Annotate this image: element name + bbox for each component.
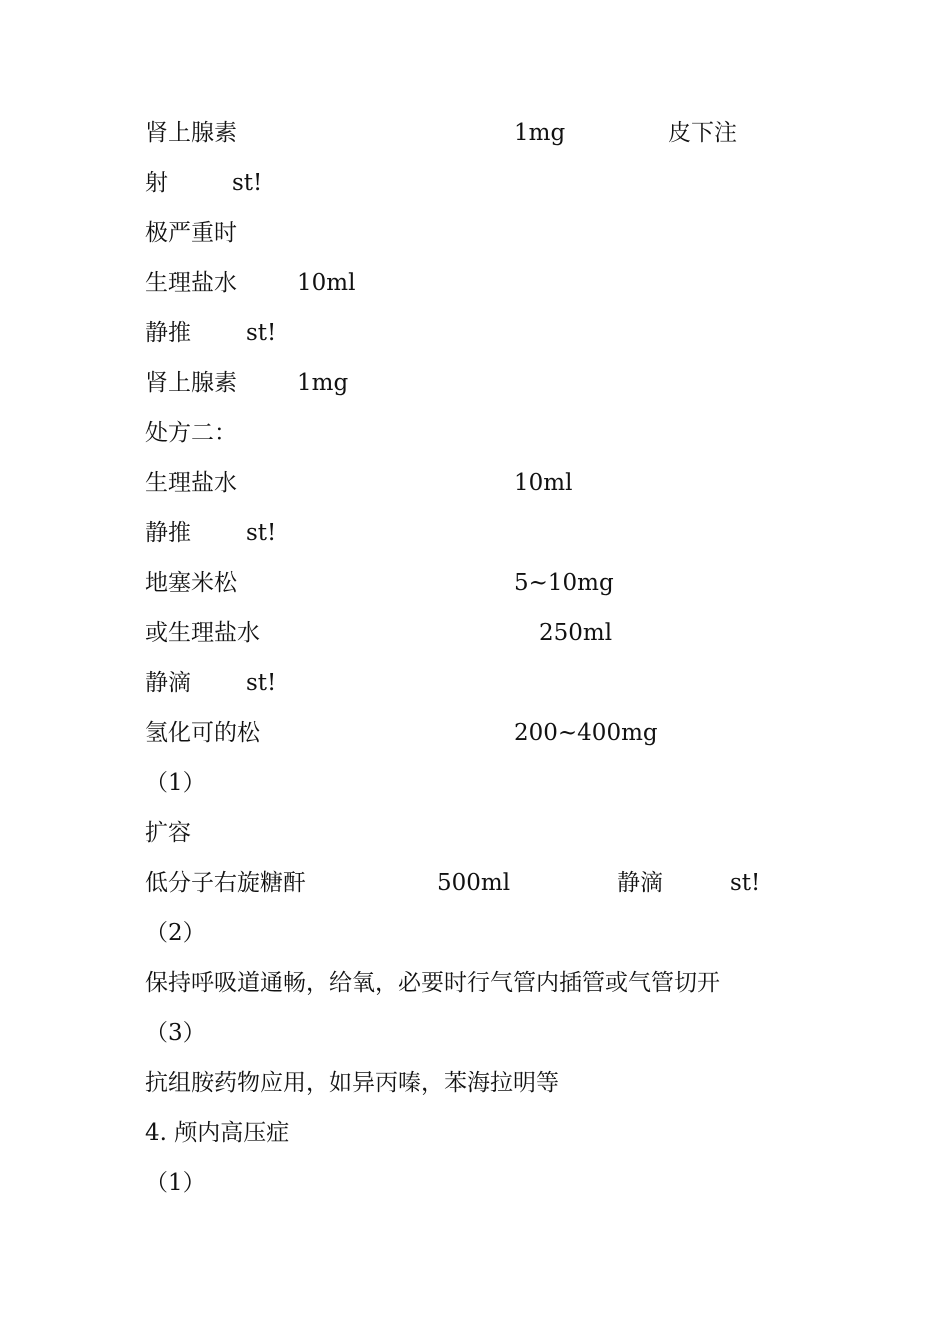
text-line bbox=[0, 518, 950, 568]
text-line bbox=[0, 118, 950, 168]
text-line bbox=[0, 268, 950, 318]
drug-name: 低分子右旋糖酐 bbox=[145, 870, 306, 896]
drug-name: 氢化可的松 bbox=[145, 720, 260, 746]
route: 静推 bbox=[145, 520, 191, 546]
text-line bbox=[0, 718, 950, 768]
text-line bbox=[0, 318, 950, 368]
dose: 5~10mg bbox=[514, 570, 614, 596]
treatment-step: 扩容 bbox=[145, 820, 191, 846]
stat-order: st! bbox=[246, 320, 277, 346]
dose: 1mg bbox=[514, 120, 566, 146]
dose: 500ml bbox=[437, 870, 511, 896]
treatment-step: 保持呼吸道通畅，给氧，必要时行气管内插管或气管切开 bbox=[145, 970, 720, 996]
treatment-step: 抗组胺药物应用，如异丙嗪，苯海拉明等 bbox=[145, 1070, 559, 1096]
stat-order: st! bbox=[246, 670, 277, 696]
dose: 10ml bbox=[297, 270, 356, 296]
route: 静推 bbox=[145, 320, 191, 346]
text-line bbox=[0, 618, 950, 668]
prescription-heading: 处方二： bbox=[145, 420, 237, 446]
list-number: （1） bbox=[145, 1170, 206, 1196]
drug-name: 地塞米松 bbox=[145, 570, 237, 596]
drug-name: 肾上腺素 bbox=[145, 120, 237, 146]
condition-heading: 极严重时 bbox=[145, 220, 237, 246]
stat-order: st! bbox=[730, 870, 761, 896]
list-number: （3） bbox=[145, 1020, 206, 1046]
text-line bbox=[0, 168, 950, 218]
text-line bbox=[0, 368, 950, 418]
list-number: （2） bbox=[145, 920, 206, 946]
dose: 200~400mg bbox=[514, 720, 658, 746]
route: 静滴 bbox=[145, 670, 191, 696]
text-line bbox=[0, 218, 950, 268]
section-heading: 4. 颅内高压症 bbox=[145, 1120, 290, 1146]
route-continued: 射 bbox=[145, 170, 168, 196]
drug-name: 或生理盐水 bbox=[145, 620, 260, 646]
stat-order: st! bbox=[232, 170, 263, 196]
text-line bbox=[0, 1068, 950, 1118]
text-line bbox=[0, 818, 950, 868]
text-line bbox=[0, 968, 950, 1018]
drug-name: 生理盐水 bbox=[145, 470, 237, 496]
stat-order: st! bbox=[246, 520, 277, 546]
drug-name: 肾上腺素 bbox=[145, 370, 237, 396]
dose: 10ml bbox=[514, 470, 573, 496]
text-line bbox=[0, 1018, 950, 1068]
list-number: （1） bbox=[145, 770, 206, 796]
dose: 1mg bbox=[297, 370, 349, 396]
text-line bbox=[0, 1168, 950, 1218]
text-line bbox=[0, 568, 950, 618]
route: 皮下注 bbox=[668, 120, 737, 146]
drug-name: 生理盐水 bbox=[145, 270, 237, 296]
route: 静滴 bbox=[617, 870, 663, 896]
text-line bbox=[0, 768, 950, 818]
text-line bbox=[0, 918, 950, 968]
text-line bbox=[0, 468, 950, 518]
text-line bbox=[0, 668, 950, 718]
text-line bbox=[0, 418, 950, 468]
text-line bbox=[0, 1118, 950, 1168]
dose: 250ml bbox=[539, 620, 613, 646]
text-line bbox=[0, 868, 950, 918]
